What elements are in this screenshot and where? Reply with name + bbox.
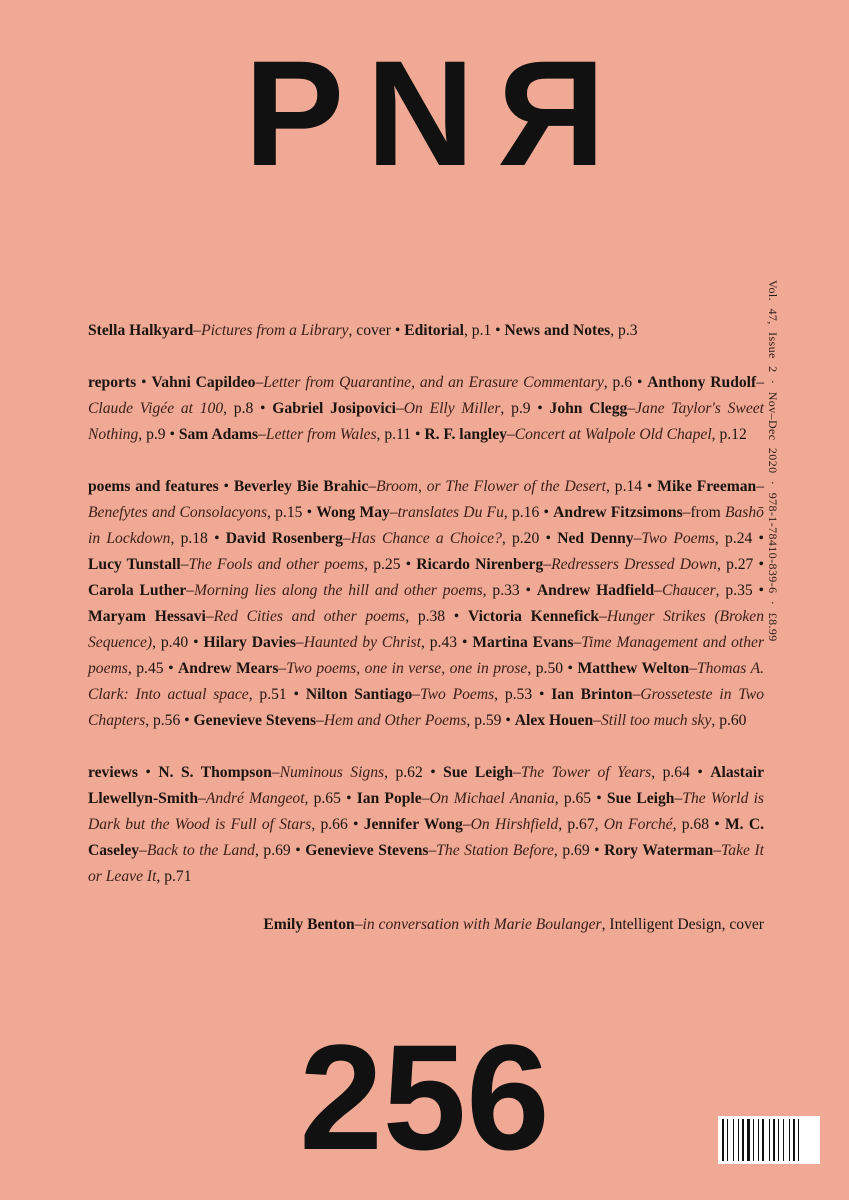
contributor-name: Maryam Hessavi <box>88 608 206 625</box>
dash-separator: – <box>654 582 662 599</box>
work-title: Hunger Strikes (Broken Sequence) <box>88 608 764 651</box>
bullet-separator: • <box>286 686 306 703</box>
dash-separator: – <box>316 712 324 729</box>
page-reference: , p.16 <box>503 504 540 521</box>
page-reference: , p.51 <box>248 686 287 703</box>
bullet-separator: • <box>753 556 764 573</box>
page-reference: , p.24 <box>714 530 753 547</box>
contributor-name: Ned Denny <box>557 530 634 547</box>
page-reference: , p.11 <box>376 426 412 443</box>
barcode-bar <box>773 1119 775 1161</box>
dash-separator: – <box>205 608 214 625</box>
work-title: Still too much sky <box>600 712 712 729</box>
dash-separator: – <box>258 426 266 443</box>
contributor-name: Hilary Davies <box>203 634 296 651</box>
bullet-separator: • <box>390 322 405 339</box>
dash-separator: – <box>255 374 264 391</box>
bullet-separator: • <box>519 582 537 599</box>
contents-paragraph <box>88 370 764 448</box>
page-reference: , p.14 <box>606 478 643 495</box>
page-reference: , p.65 <box>304 790 341 807</box>
page-reference: , p.71 <box>156 868 192 885</box>
barcode <box>718 1116 820 1164</box>
bullet-separator: • <box>530 400 550 417</box>
bullet-separator: • <box>253 400 273 417</box>
work-title: Numinous Signs <box>279 764 385 781</box>
contents-paragraph <box>88 912 764 938</box>
page-reference: , p.60 <box>711 712 747 729</box>
contributor-name: Ian Pople <box>356 790 422 807</box>
page-reference: , p.40 <box>152 634 189 651</box>
page-reference: , p.35 <box>715 582 753 599</box>
work-title: The Fools and other poems <box>188 556 365 573</box>
page-reference: , p.9 <box>138 426 166 443</box>
contents-paragraph <box>88 318 764 344</box>
contributor-name: Jennifer Wong <box>363 816 463 833</box>
dash-separator: – <box>756 478 765 495</box>
masthead-letter-r-reversed: R <box>496 29 605 197</box>
bullet-separator: • <box>539 504 554 521</box>
contributor-name: Alastair Llewellyn-Smith <box>88 764 764 807</box>
barcode-bar <box>783 1119 784 1161</box>
contributor-name: Ian Brinton <box>551 686 633 703</box>
page-reference: , cover <box>348 322 391 339</box>
work-title: Time Management and other poems <box>88 634 765 677</box>
dash-separator: – <box>412 686 421 703</box>
contributor-name: Andrew Hadfield <box>536 582 655 599</box>
page-reference: , p.38 <box>405 608 446 625</box>
work-title: Two Poems <box>641 530 715 547</box>
work-title: Thomas A. Clark: Into actual space <box>88 660 764 703</box>
work-title: Jane Taylor's Sweet Nothing <box>88 400 764 443</box>
contributor-name: Andrew Mears <box>178 660 279 677</box>
work-title: The Station Before <box>436 842 554 859</box>
dash-separator: – <box>186 582 195 599</box>
contributor-name: Beverley Bie Brahic <box>233 478 369 495</box>
contributor-name: Anthony Rudolf <box>647 374 757 391</box>
page-reference: , p.56 <box>145 712 181 729</box>
page-reference: , p.33 <box>482 582 520 599</box>
barcode-bar <box>753 1119 754 1161</box>
issue-number: 256 <box>299 1013 550 1181</box>
dash-separator: – <box>271 764 280 781</box>
masthead-letter-n: N <box>366 29 497 197</box>
bullet-separator: • <box>400 556 417 573</box>
contributor-name: Martina Evans <box>472 634 574 651</box>
contributor-name: John Clegg <box>549 400 628 417</box>
page-reference: , p.62 <box>384 764 423 781</box>
bullet-separator: • <box>563 660 578 677</box>
work-title: The Tower of Years <box>520 764 652 781</box>
work-title: Back to the Land <box>146 842 255 859</box>
dash-separator: – <box>506 426 515 443</box>
work-title: Two Poems <box>420 686 495 703</box>
spine-issue-info: Vol. 47, Issue 2 · Nov–Dec 2020 · 978-1-78410-839-6 · £8.99 <box>766 280 780 642</box>
barcode-bar <box>727 1119 728 1161</box>
contributor-name: Rory Waterman <box>604 842 714 859</box>
dash-separator: – <box>713 842 722 859</box>
page-reference: , p.9 <box>500 400 531 417</box>
page-reference: , p.67, <box>558 816 604 833</box>
bullet-separator: • <box>340 790 357 807</box>
work-title: Haunted by Christ <box>303 634 421 651</box>
contributor-name: Stella Halkyard <box>88 322 194 339</box>
dash-separator: – <box>632 686 641 703</box>
dash-separator: – <box>633 530 642 547</box>
dash-separator: – <box>193 322 202 339</box>
work-title: Benefytes and Consolacyons <box>88 504 268 521</box>
work-title: Broom, or The Flower of the Desert <box>376 478 607 495</box>
page-reference: , p.69 <box>254 842 291 859</box>
contributor-name: Nilton Santiago <box>305 686 413 703</box>
dash-separator: – <box>295 634 304 651</box>
dash-separator: – <box>428 842 437 859</box>
bullet-separator: • <box>752 582 764 599</box>
barcode-bar <box>769 1119 770 1161</box>
dash-separator: – <box>543 556 552 573</box>
page-reference: , p.64 <box>651 764 690 781</box>
contributor-name: Alex Houen <box>514 712 594 729</box>
bullet-separator: • <box>589 842 605 859</box>
contributor-name: Carola Luther <box>88 582 187 599</box>
bullet-separator: • <box>302 504 317 521</box>
bullet-separator: • <box>180 712 194 729</box>
page-reference: , p.59 <box>466 712 502 729</box>
contributor-name: Andrew Fitzsimons <box>553 504 683 521</box>
page-reference: , p.66 <box>311 816 348 833</box>
bullet-separator: • <box>709 816 725 833</box>
contributor-name: Sue Leigh <box>443 764 514 781</box>
contributor-name: Wong May <box>316 504 390 521</box>
contributor-name: Matthew Welton <box>577 660 690 677</box>
work-title: Letter from Quarantine, and an Erasure Commentary <box>263 374 604 391</box>
page-reference: , p.69 <box>553 842 590 859</box>
dash-separator: – <box>513 764 521 781</box>
contributor-name: Genevieve Stevens <box>305 842 429 859</box>
work-title: Claude Vigée at 100 <box>88 400 224 417</box>
dash-separator: – <box>682 504 691 521</box>
work-title: On Hirshfield <box>470 816 559 833</box>
barcode-bar <box>738 1119 739 1161</box>
page-reference: , p.27 <box>717 556 754 573</box>
work-title: Bashō in Lockdown <box>88 504 764 547</box>
masthead-letter-p: P <box>244 29 367 197</box>
dash-separator: – <box>342 530 351 547</box>
work-title: Two poems, one in verse, one in prose <box>286 660 528 677</box>
contributor-name: Mike Freeman <box>657 478 757 495</box>
dash-separator: – <box>421 790 430 807</box>
work-title: Hem and Other Poems <box>323 712 467 729</box>
work-title: Take It or Leave It <box>88 842 764 885</box>
contributor-name: Sue Leigh <box>606 790 675 807</box>
contributor-name: Gabriel Josipovici <box>272 400 396 417</box>
contributor-name: Genevieve Stevens <box>193 712 317 729</box>
table-of-contents <box>88 318 764 964</box>
masthead-logo <box>0 29 849 197</box>
barcode-bar <box>789 1119 790 1161</box>
dash-separator: – <box>674 790 683 807</box>
barcode-bar <box>758 1119 759 1161</box>
work-title: Pictures from a Library <box>201 322 349 339</box>
dash-separator: – <box>756 374 764 391</box>
work-title: On Forché <box>603 816 673 833</box>
dash-separator: – <box>389 504 398 521</box>
bullet-separator: • <box>163 660 179 677</box>
bullet-separator: • <box>207 530 226 547</box>
bullet-separator: • <box>591 790 607 807</box>
dash-separator: – <box>689 660 697 677</box>
page-reference: , p.1 <box>463 322 492 339</box>
bullet-separator: • <box>532 686 552 703</box>
barcode-bar <box>742 1119 744 1161</box>
work-title: Letter from Wales <box>265 426 377 443</box>
work-title: translates Du Fu <box>397 504 504 521</box>
barcode-bar <box>778 1119 779 1161</box>
work-title: The World is Dark but the Wood is Full of Stars <box>88 790 764 833</box>
work-title: Grosseteste in Two Chapters <box>88 686 765 729</box>
contributor-name: Lucy Tunstall <box>88 556 181 573</box>
bullet-separator: • <box>642 478 658 495</box>
contributor-name: Emily Benton <box>263 916 355 933</box>
bullet-separator: • <box>218 478 234 495</box>
contents-paragraph <box>88 760 764 890</box>
bullet-separator: • <box>501 712 515 729</box>
work-title: Chaucer <box>661 582 716 599</box>
dash-separator: – <box>198 790 206 807</box>
section-heading: poems and features <box>88 478 219 495</box>
page-reference: , p.12 <box>711 426 747 443</box>
work-title: Redressers Dressed Down <box>551 556 718 573</box>
dash-separator: – <box>368 478 377 495</box>
work-title: in conversation with Marie Boulanger <box>362 916 602 933</box>
dash-separator: – <box>395 400 404 417</box>
section-heading: reports <box>88 374 137 391</box>
bullet-separator: • <box>539 530 558 547</box>
work-title: Concert at Walpole Old Chapel <box>514 426 712 443</box>
bullet-separator: • <box>165 426 179 443</box>
bullet-separator: • <box>457 634 473 651</box>
page-reference: , p.45 <box>127 660 164 677</box>
barcode-bar <box>747 1119 750 1161</box>
dash-separator: – <box>593 712 601 729</box>
section-heading: reviews <box>88 764 138 781</box>
contents-paragraph <box>88 474 764 734</box>
contributor-name: News and Notes <box>504 322 611 339</box>
barcode-bar <box>793 1119 795 1161</box>
bullet-separator: • <box>137 764 159 781</box>
page-reference: , p.8 <box>223 400 254 417</box>
page-reference: from <box>690 504 725 521</box>
page-reference: , p.18 <box>170 530 208 547</box>
barcode-bar <box>722 1119 724 1161</box>
page-reference: , p.20 <box>501 530 540 547</box>
bullet-separator: • <box>188 634 204 651</box>
barcode-bar <box>762 1119 764 1161</box>
dash-separator: – <box>139 842 147 859</box>
work-title: On Michael Anania <box>429 790 555 807</box>
page-reference: , p.3 <box>610 322 638 339</box>
dash-separator: – <box>180 556 189 573</box>
bullet-separator: • <box>491 322 505 339</box>
page-reference: , p.65 <box>554 790 592 807</box>
page-reference: , Intelligent Design, cover <box>601 916 764 933</box>
page-reference: , p.53 <box>494 686 533 703</box>
barcode-bar <box>733 1119 734 1161</box>
bullet-separator: • <box>290 842 306 859</box>
contributor-name: David Rosenberg <box>225 530 343 547</box>
bullet-separator: • <box>445 608 468 625</box>
work-title: Red Cities and other poems <box>213 608 406 625</box>
dash-separator: – <box>354 916 363 933</box>
dash-separator: – <box>462 816 471 833</box>
dash-separator: – <box>627 400 636 417</box>
bullet-separator: • <box>347 816 364 833</box>
work-title: On Elly Miller <box>403 400 501 417</box>
bullet-separator: • <box>632 374 648 391</box>
bullet-separator: • <box>136 374 152 391</box>
contributor-name: R. F. langley <box>424 426 507 443</box>
page-reference: , p.43 <box>420 634 458 651</box>
contributor-name: M. C. Caseley <box>88 816 764 859</box>
work-title: Has Chance a Choice? <box>350 530 502 547</box>
work-title: André Mangeot <box>205 790 305 807</box>
page-reference: , p.25 <box>364 556 401 573</box>
contributor-name: N. S. Thompson <box>158 764 272 781</box>
contributor-name: Victoria Kennefick <box>467 608 600 625</box>
dash-separator: – <box>599 608 607 625</box>
dash-separator: – <box>278 660 287 677</box>
work-title: Morning lies along the hill and other poems <box>194 582 483 599</box>
contributor-name: Vahni Capildeo <box>151 374 256 391</box>
page-reference: , p.50 <box>527 660 564 677</box>
contributor-name: Sam Adams <box>178 426 259 443</box>
barcode-bar <box>798 1119 799 1161</box>
dash-separator: – <box>573 634 582 651</box>
page-reference: , p.6 <box>603 374 633 391</box>
page-reference: , p.68 <box>672 816 709 833</box>
contributor-name: Editorial <box>404 322 464 339</box>
page-reference: , p.15 <box>267 504 303 521</box>
contributor-name: Ricardo Nirenberg <box>416 556 544 573</box>
bullet-separator: • <box>422 764 444 781</box>
bullet-separator: • <box>752 530 764 547</box>
bullet-separator: • <box>689 764 711 781</box>
bullet-separator: • <box>411 426 425 443</box>
